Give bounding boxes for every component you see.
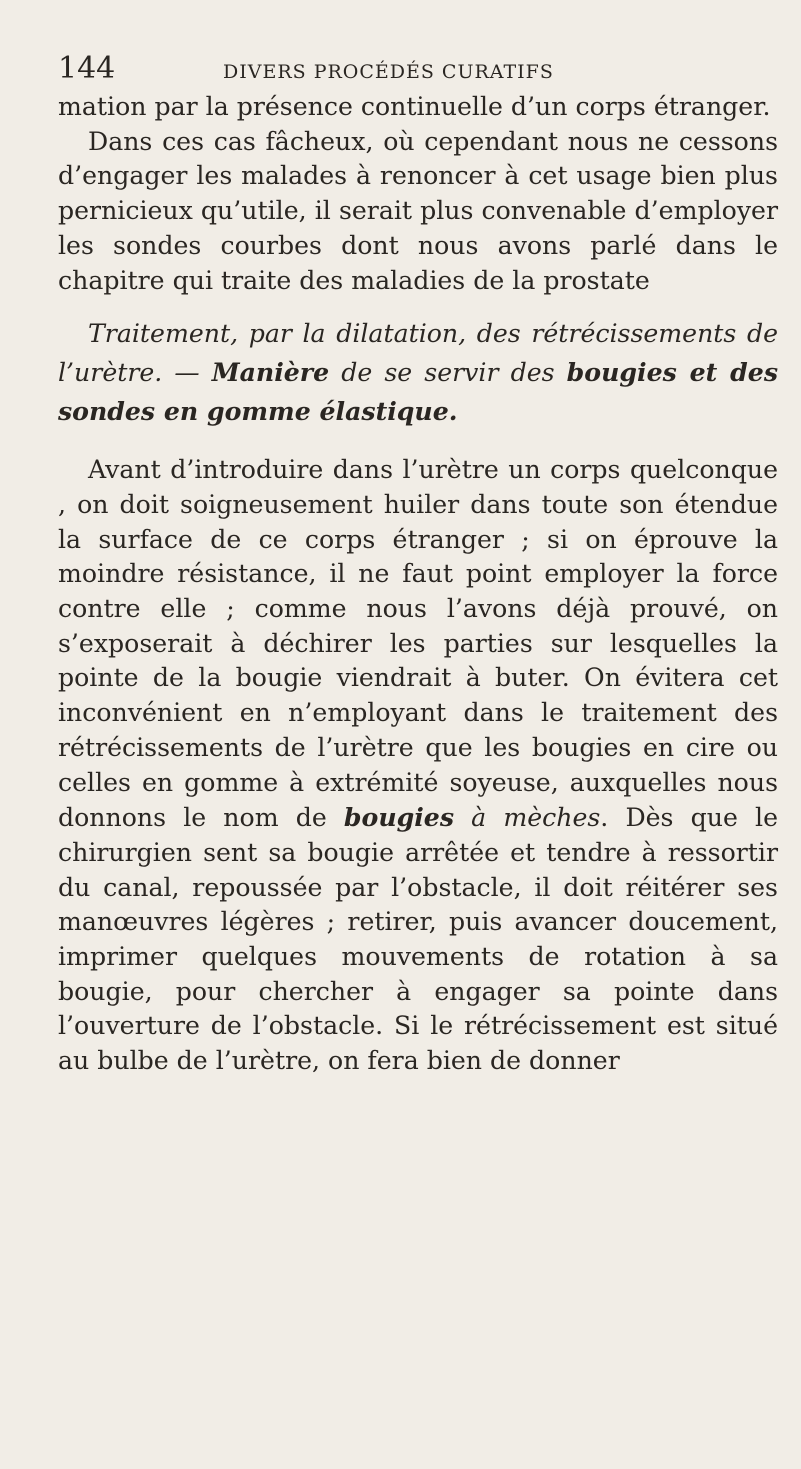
paragraph-sondes: Dans ces cas fâcheux, où cependant nous ne cessons d’engager les malades à renoncer à cet usage bien plus pernicieux qu’utile, il serait plus convenable d’employer les sondes courbes dont nous avons parlé dans le chapitre qui traite des maladies de la prostate [58,126,778,295]
heading-part-5: des [498,358,567,388]
section-heading [58,315,778,431]
heading-part-1: Traitement, par la dilatation, des rétrécissements de l’urètre. — [58,319,778,388]
spacer [58,298,778,315]
page-header [58,52,778,88]
term-meches: mèches [503,803,601,833]
heading-part-6: bougies et des sondes en gomme élastique. [58,357,778,427]
spacer [58,431,778,453]
heading-part-2: Manière [211,357,330,388]
treatment-text-after: . Dès que le chirurgien sent sa bougie arrêtée et tendre à ressortir du canal, repoussée par l’obstacle, il doit réitérer ses manœuvres légères ; retirer, puis avancer doucement, imprimer quelques mouvements de rotation à sa bougie, pour chercher à engager sa pointe dans l’ouverture de l’obstacle. Si le rétrécissement est situé au bulbe de l’urètre, on fera bien de donner [58,803,778,1076]
running-title: DIVERS PROCÉDÉS CURATIFS [223,61,554,83]
treatment-text-before: Avant d’introduire dans l’urètre un corps quelconque , on doit soigneusement huiler dans toute son étendue la surface de ce corps étranger ; si on éprouve la moindre résistance, il ne faut point employer la force contre elle ; comme nous l’avons déjà prouvé, on s’exposerait à déchirer les parties sur lesquelles la pointe de la bougie viendrait à buter. On évitera cet inconvénient en n’employant dans le traitement des rétrécissements de l’urètre que les bougies en cire ou celles en gomme à extrémité soyeuse, auxquelles nous donnons le nom de [58,455,778,833]
heading-part-4: servir [424,358,499,388]
term-connector: à [454,803,504,833]
term-bougies: bougies [343,802,455,833]
page-number: 144 [58,51,116,86]
book-page [58,52,778,1079]
heading-part-3: de se [329,358,425,388]
paragraph-treatment [58,453,778,1079]
paragraph-continuation: mation par la présence continuelle d’un corps étranger. [58,92,771,121]
